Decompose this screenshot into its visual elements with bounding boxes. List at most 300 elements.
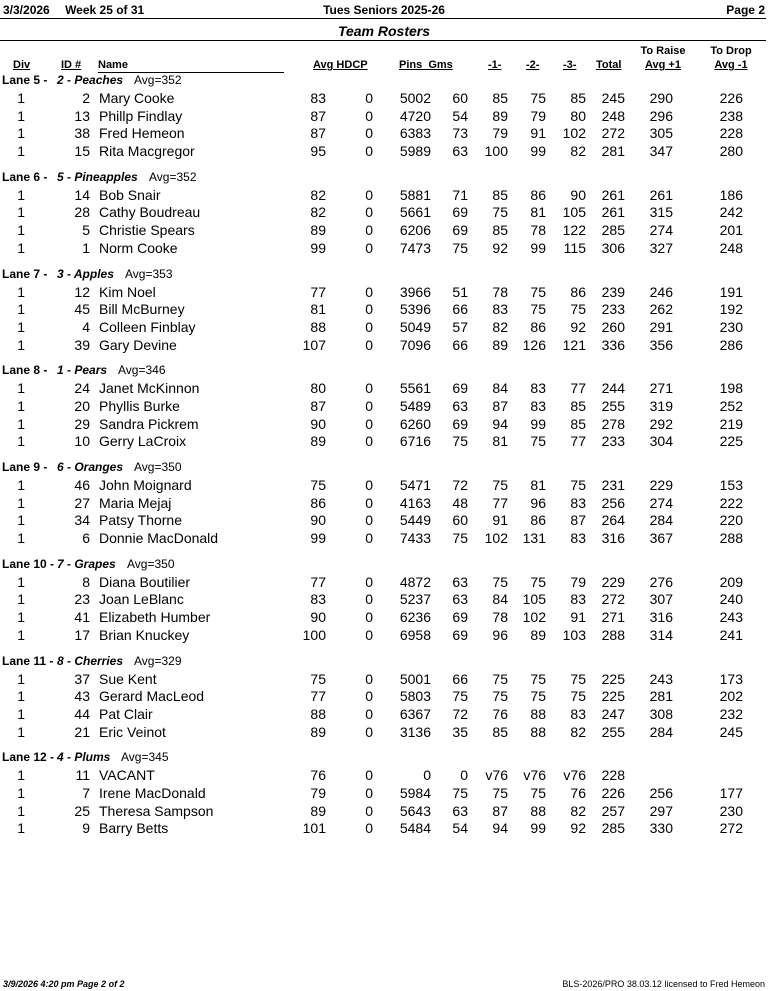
player-div: 1 (17, 143, 25, 160)
player-total: 247 (601, 705, 625, 722)
player-game2: 86 (530, 512, 546, 529)
col-name: Name (98, 59, 128, 71)
player-games: 63 (452, 143, 468, 160)
player-total: 306 (601, 239, 625, 256)
player-avg: 81 (310, 301, 326, 318)
player-game2: 75 (530, 573, 546, 590)
player-game3: 83 (570, 705, 586, 722)
player-game2: 88 (530, 723, 546, 740)
player-game1: 87 (492, 397, 508, 414)
player-hdcp: 0 (365, 573, 373, 590)
col-game3: -3- (563, 59, 577, 71)
player-id: 12 (74, 283, 90, 300)
player-name: Bill McBurney (99, 301, 185, 318)
player-game2: 83 (530, 397, 546, 414)
player-div: 1 (17, 573, 25, 590)
player-game3: 79 (570, 573, 586, 590)
team-name: 5 - Pineapples (57, 169, 138, 184)
player-div: 1 (17, 380, 25, 397)
player-pins: 6236 (399, 609, 431, 626)
player-name: Elizabeth Humber (99, 609, 211, 626)
player-games: 66 (452, 670, 468, 687)
player-row (0, 301, 768, 319)
player-total: 272 (601, 591, 625, 608)
player-pins: 5471 (399, 477, 431, 493)
player-name: Joan LeBlanc (99, 591, 184, 608)
player-avg: 89 (310, 222, 326, 239)
player-id: 15 (74, 143, 90, 160)
lane-spacer (0, 548, 768, 556)
player-games: 63 (452, 802, 468, 819)
player-to-raise: 347 (649, 143, 673, 160)
player-game3: 77 (570, 380, 586, 397)
player-to-drop: 201 (719, 222, 743, 239)
player-to-drop: 198 (719, 380, 743, 397)
player-div: 1 (17, 239, 25, 256)
player-id: 24 (74, 380, 90, 397)
player-id: 2 (82, 90, 90, 106)
col-drop-2: Avg -1 (714, 59, 748, 71)
player-div: 1 (17, 301, 25, 318)
player-pins: 7433 (399, 530, 431, 547)
player-row (0, 785, 768, 803)
player-game1: 77 (492, 494, 508, 511)
player-avg: 75 (310, 670, 326, 687)
player-game3: 82 (570, 723, 586, 740)
team-average: Avg=346 (118, 363, 166, 378)
league-name: Tues Seniors 2025-26 (323, 3, 445, 17)
player-game3: 92 (570, 318, 586, 335)
player-games: 63 (452, 397, 468, 414)
player-game2: 75 (530, 784, 546, 801)
player-avg: 83 (310, 591, 326, 608)
player-to-raise: 327 (649, 239, 673, 256)
player-to-raise: 256 (649, 784, 673, 801)
player-total: 336 (601, 336, 625, 353)
player-id: 4 (82, 318, 90, 335)
player-id: 11 (75, 767, 90, 784)
lane-header (0, 653, 768, 671)
player-total: 271 (601, 609, 625, 626)
player-game3: 105 (562, 204, 586, 221)
player-id: 28 (74, 204, 90, 221)
player-pins: 5001 (399, 670, 431, 687)
player-id: 37 (74, 670, 90, 687)
player-avg: 107 (302, 336, 326, 353)
col-total: Total (596, 59, 622, 71)
player-id: 46 (74, 477, 90, 493)
team-average: Avg=350 (127, 556, 175, 571)
player-pins: 4163 (399, 494, 431, 511)
player-game3: 85 (570, 397, 586, 414)
player-id: 29 (74, 415, 90, 432)
player-total: 229 (601, 573, 625, 590)
player-name: Rita Macgregor (99, 143, 195, 160)
player-row (0, 706, 768, 724)
lane-spacer (0, 354, 768, 362)
team-name: 1 - Pears (57, 363, 108, 378)
player-hdcp: 0 (365, 477, 373, 493)
team-average: Avg=353 (125, 266, 173, 281)
player-to-drop: 191 (719, 283, 743, 300)
player-avg: 95 (310, 143, 326, 160)
player-games: 72 (452, 705, 468, 722)
player-total: 285 (601, 820, 625, 837)
player-game2: 75 (530, 283, 546, 300)
player-pins: 4872 (399, 573, 431, 590)
player-row (0, 284, 768, 302)
player-total: 225 (601, 670, 625, 687)
player-to-drop: 177 (719, 784, 743, 801)
player-row (0, 337, 768, 355)
player-avg: 89 (310, 433, 326, 450)
player-id: 34 (74, 512, 90, 529)
player-div: 1 (17, 204, 25, 221)
player-name: Sue Kent (99, 670, 157, 687)
player-to-raise: 290 (649, 90, 673, 106)
player-game3: 77 (570, 433, 586, 450)
player-to-drop: 241 (719, 626, 743, 643)
player-total: 255 (601, 723, 625, 740)
player-hdcp: 0 (365, 107, 373, 124)
player-hdcp: 0 (365, 820, 373, 837)
player-id: 45 (74, 301, 90, 318)
player-hdcp: 0 (365, 609, 373, 626)
player-game2: 91 (530, 125, 546, 142)
player-avg: 100 (302, 626, 326, 643)
player-id: 8 (82, 573, 90, 590)
lane-number: Lane 12 - (2, 750, 55, 765)
player-pins: 7096 (399, 336, 431, 353)
player-div: 1 (17, 591, 25, 608)
player-total: 272 (601, 125, 625, 142)
col-raise-1: To Raise (640, 45, 686, 57)
player-div: 1 (17, 626, 25, 643)
player-game2: 83 (530, 380, 546, 397)
team-name: 7 - Grapes (57, 556, 116, 571)
player-total: 226 (601, 784, 625, 801)
player-name: Mary Cooke (99, 90, 175, 106)
player-to-drop: 153 (719, 477, 743, 493)
player-to-raise: 261 (649, 186, 673, 203)
player-game2: 131 (522, 530, 546, 547)
player-games: 75 (452, 688, 468, 705)
lane-header (0, 459, 768, 477)
col-game1: -1- (488, 59, 502, 71)
player-to-raise: 229 (649, 477, 673, 493)
player-name: Gerry LaCroix (99, 433, 187, 450)
player-game1: 76 (492, 705, 508, 722)
player-pins: 6383 (399, 125, 431, 142)
player-hdcp: 0 (365, 512, 373, 529)
player-hdcp: 0 (365, 283, 373, 300)
player-avg: 90 (310, 512, 326, 529)
player-row (0, 433, 768, 451)
player-games: 69 (452, 609, 468, 626)
player-game1: 89 (492, 336, 508, 353)
player-div: 1 (17, 530, 25, 547)
player-avg: 86 (310, 494, 326, 511)
player-to-drop: 272 (719, 820, 743, 837)
player-to-raise: 274 (649, 494, 673, 511)
player-to-raise: 246 (649, 283, 673, 300)
player-games: 66 (452, 301, 468, 318)
player-hdcp: 0 (365, 90, 373, 106)
player-to-raise: 262 (649, 301, 673, 318)
player-hdcp: 0 (365, 397, 373, 414)
player-to-drop: 228 (719, 125, 743, 142)
player-game3: 87 (570, 512, 586, 529)
player-id: 39 (74, 336, 90, 353)
player-total: 257 (601, 802, 625, 819)
player-game1: 75 (492, 670, 508, 687)
player-avg: 90 (310, 609, 326, 626)
title-rule (0, 40, 766, 41)
player-row (0, 143, 768, 161)
player-game1: 84 (492, 591, 508, 608)
player-div: 1 (17, 125, 25, 142)
player-game2: 75 (530, 90, 546, 106)
player-div: 1 (17, 670, 25, 687)
player-div: 1 (17, 318, 25, 335)
report-date: 3/3/2026 (3, 3, 50, 17)
player-games: 60 (452, 512, 468, 529)
player-div: 1 (17, 283, 25, 300)
player-to-drop: 230 (719, 318, 743, 335)
player-row (0, 803, 768, 821)
lane-header (0, 72, 768, 90)
player-to-raise: 367 (649, 530, 673, 547)
player-name: Sandra Pickrem (99, 415, 199, 432)
lane-number: Lane 9 - (2, 460, 48, 474)
player-id: 1 (82, 239, 90, 256)
player-games: 69 (452, 626, 468, 643)
player-to-drop: 230 (719, 802, 743, 819)
player-to-raise: 296 (649, 107, 673, 124)
player-to-drop: 242 (719, 204, 743, 221)
player-avg: 99 (310, 239, 326, 256)
lane-spacer (0, 741, 768, 749)
player-game1: 78 (492, 609, 508, 626)
player-name: Phillp Findlay (99, 107, 183, 124)
player-to-raise: 356 (649, 336, 673, 353)
player-pins: 3966 (399, 283, 431, 300)
page-title: Team Rosters (337, 23, 431, 39)
player-div: 1 (17, 186, 25, 203)
player-pins: 6958 (399, 626, 431, 643)
player-to-drop: 245 (719, 723, 743, 740)
player-name: Theresa Sampson (99, 802, 214, 819)
player-to-drop: 252 (719, 397, 743, 414)
player-game2: v76 (523, 767, 546, 784)
player-game1: 82 (492, 318, 508, 335)
player-pins: 5237 (399, 591, 431, 608)
player-total: 264 (601, 512, 625, 529)
player-div: 1 (17, 767, 25, 784)
player-pins: 5661 (399, 204, 431, 221)
player-game2: 78 (530, 222, 546, 239)
player-game3: 103 (562, 626, 586, 643)
lane-spacer (0, 258, 768, 266)
player-to-raise: 314 (649, 626, 673, 643)
player-pins: 5484 (399, 820, 431, 837)
player-total: 261 (601, 204, 625, 221)
player-total: 225 (601, 688, 625, 705)
player-game2: 81 (530, 477, 546, 493)
player-row (0, 222, 768, 240)
player-div: 1 (17, 688, 25, 705)
player-row (0, 90, 768, 108)
player-avg: 82 (310, 204, 326, 221)
player-game3: 75 (570, 477, 586, 493)
player-game3: 75 (570, 301, 586, 318)
player-to-drop: 209 (719, 573, 743, 590)
player-to-raise: 304 (649, 433, 673, 450)
player-game3: 86 (570, 283, 586, 300)
col-raise-2: Avg +1 (645, 59, 681, 71)
team-average: Avg=352 (134, 73, 182, 87)
player-game3: 92 (570, 820, 586, 837)
player-to-raise: 307 (649, 591, 673, 608)
player-div: 1 (17, 802, 25, 819)
player-total: 231 (601, 477, 625, 493)
lane-spacer (0, 645, 768, 653)
player-name: Fred Hemeon (99, 125, 185, 142)
player-id: 27 (74, 494, 90, 511)
player-game2: 86 (530, 318, 546, 335)
player-row (0, 820, 768, 838)
player-name: Bob Snair (99, 186, 161, 203)
player-games: 57 (452, 318, 468, 335)
player-id: 23 (74, 591, 90, 608)
player-div: 1 (17, 90, 25, 106)
player-to-raise: 316 (649, 609, 673, 626)
player-pins: 5396 (399, 301, 431, 318)
player-row (0, 319, 768, 337)
player-pins: 5489 (399, 397, 431, 414)
player-row (0, 495, 768, 513)
player-pins: 5984 (399, 784, 431, 801)
player-pins: 6206 (399, 222, 431, 239)
lane-number: Lane 6 - (2, 169, 48, 184)
player-hdcp: 0 (365, 433, 373, 450)
player-name: Irene MacDonald (99, 784, 206, 801)
player-row (0, 398, 768, 416)
player-id: 9 (82, 820, 90, 837)
player-game1: 79 (492, 125, 508, 142)
player-div: 1 (17, 336, 25, 353)
player-game1: 81 (492, 433, 508, 450)
player-to-drop: 286 (719, 336, 743, 353)
player-games: 69 (452, 415, 468, 432)
player-total: 260 (601, 318, 625, 335)
player-games: 0 (460, 767, 468, 784)
lane-number: Lane 8 - (2, 363, 48, 378)
player-game2: 88 (530, 705, 546, 722)
player-to-raise: 281 (649, 688, 673, 705)
player-game1: 100 (484, 143, 508, 160)
player-to-drop: 240 (719, 591, 743, 608)
player-hdcp: 0 (365, 318, 373, 335)
player-div: 1 (17, 415, 25, 432)
lane-header (0, 556, 768, 574)
lane-header (0, 749, 768, 767)
player-pins: 5803 (399, 688, 431, 705)
player-game2: 102 (522, 609, 546, 626)
page-label: Page 2 (726, 3, 765, 17)
player-game3: 85 (570, 415, 586, 432)
player-total: 278 (601, 415, 625, 432)
player-game3: 80 (570, 107, 586, 124)
player-row (0, 671, 768, 689)
player-pins: 5561 (399, 380, 431, 397)
player-games: 69 (452, 222, 468, 239)
player-to-drop: 288 (719, 530, 743, 547)
player-hdcp: 0 (365, 222, 373, 239)
team-average: Avg=350 (134, 460, 182, 474)
player-to-raise: 284 (649, 512, 673, 529)
player-avg: 101 (302, 820, 326, 837)
player-avg: 79 (310, 784, 326, 801)
player-pins: 0 (423, 767, 431, 784)
player-to-raise: 243 (649, 670, 673, 687)
player-id: 17 (74, 626, 90, 643)
player-to-raise: 276 (649, 573, 673, 590)
player-name: John Moignard (99, 477, 192, 493)
player-name: Gary Devine (99, 336, 177, 353)
lane-spacer (0, 838, 768, 846)
player-hdcp: 0 (365, 626, 373, 643)
license-text: BLS-2026/PRO 38.03.12 licensed to Fred Hemeon (562, 979, 765, 989)
player-total: 228 (601, 767, 625, 784)
player-to-drop: 248 (719, 239, 743, 256)
player-avg: 87 (310, 125, 326, 142)
player-total: 261 (601, 186, 625, 203)
player-div: 1 (17, 705, 25, 722)
player-to-drop: 225 (719, 433, 743, 450)
player-pins: 4720 (399, 107, 431, 124)
player-name: Janet McKinnon (99, 380, 200, 397)
player-avg: 77 (310, 283, 326, 300)
player-game1: 91 (492, 512, 508, 529)
player-game2: 99 (530, 143, 546, 160)
player-row (0, 530, 768, 548)
player-avg: 77 (310, 573, 326, 590)
player-id: 6 (82, 530, 90, 547)
player-games: 54 (452, 107, 468, 124)
team-name: 2 - Peaches (57, 73, 124, 87)
player-hdcp: 0 (365, 186, 373, 203)
player-name: Phyllis Burke (99, 397, 180, 414)
column-headers (0, 45, 768, 73)
player-game3: 122 (562, 222, 586, 239)
player-row (0, 187, 768, 205)
player-game3: v76 (563, 767, 586, 784)
team-name: 4 - Plums (57, 750, 111, 765)
player-row (0, 688, 768, 706)
player-game2: 96 (530, 494, 546, 511)
player-avg: 89 (310, 723, 326, 740)
player-game2: 88 (530, 802, 546, 819)
player-game3: 75 (570, 670, 586, 687)
player-row (0, 767, 768, 785)
player-game3: 121 (562, 336, 586, 353)
player-hdcp: 0 (365, 688, 373, 705)
player-to-raise: 297 (649, 802, 673, 819)
player-game3: 91 (570, 609, 586, 626)
player-to-drop: 280 (719, 143, 743, 160)
player-to-raise: 319 (649, 397, 673, 414)
